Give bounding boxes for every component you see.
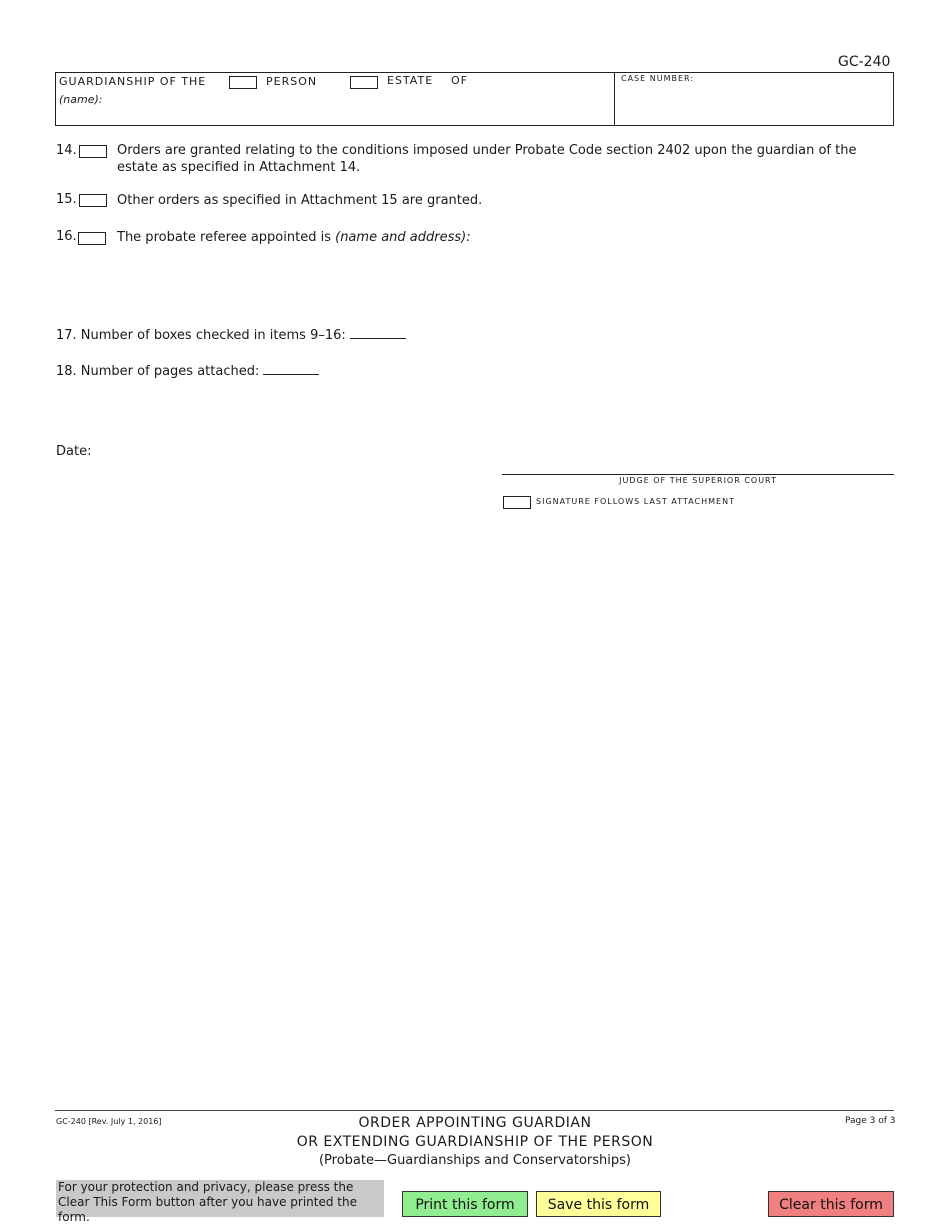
pages-attached-field[interactable] bbox=[263, 362, 319, 375]
guardianship-of-the-label: GUARDIANSHIP OF THE bbox=[59, 75, 207, 88]
case-number-label: CASE NUMBER: bbox=[621, 74, 695, 83]
page-info: Page 3 of 3 bbox=[845, 1116, 896, 1126]
name-label: (name): bbox=[59, 93, 103, 106]
estate-label: ESTATE bbox=[387, 74, 434, 87]
person-label: PERSON bbox=[266, 75, 318, 88]
judge-caption: JUDGE OF THE SUPERIOR COURT bbox=[619, 476, 777, 485]
item-16-text-italic: (name and address): bbox=[335, 230, 471, 245]
item-18-label: 18. Number of pages attached: bbox=[56, 364, 260, 379]
form-number: GC-240 bbox=[838, 54, 891, 70]
footer-title-line-1: ORDER APPOINTING GUARDIAN bbox=[358, 1115, 592, 1131]
item-16-number: 16. bbox=[56, 229, 77, 244]
item-16-text-main: The probate referee appointed is bbox=[117, 230, 336, 245]
item-16-text bbox=[117, 229, 471, 246]
signature-follows-checkbox[interactable] bbox=[503, 496, 531, 509]
signature-line bbox=[502, 474, 894, 475]
item-14-checkbox[interactable] bbox=[79, 145, 107, 158]
footer-revision: GC-240 [Rev. July 1, 2016] bbox=[56, 1117, 162, 1126]
caption-divider bbox=[614, 72, 615, 126]
item-15-number: 15. bbox=[56, 192, 77, 207]
print-form-button[interactable]: Print this form bbox=[402, 1191, 528, 1217]
save-form-button[interactable]: Save this form bbox=[536, 1191, 661, 1217]
item-17-label: 17. Number of boxes checked in items 9–16: bbox=[56, 328, 346, 343]
probate-referee-field[interactable] bbox=[117, 250, 887, 310]
estate-checkbox[interactable] bbox=[350, 76, 378, 89]
footer-subtitle: (Probate—Guardianships and Conservatorships) bbox=[318, 1153, 631, 1168]
judge-signature-field[interactable] bbox=[502, 440, 894, 473]
footer-title-line-2: OR EXTENDING GUARDIANSHIP OF THE PERSON bbox=[296, 1134, 654, 1150]
person-checkbox[interactable] bbox=[229, 76, 257, 89]
boxes-checked-field[interactable] bbox=[350, 326, 406, 339]
item-16-checkbox[interactable] bbox=[78, 232, 106, 245]
date-field[interactable] bbox=[95, 440, 295, 460]
date-label: Date: bbox=[56, 444, 92, 459]
item-18 bbox=[56, 362, 319, 380]
footer-rule bbox=[55, 1110, 894, 1111]
of-label: OF bbox=[451, 74, 468, 87]
clear-form-button[interactable]: Clear this form bbox=[768, 1191, 894, 1217]
signature-follows-label: SIGNATURE FOLLOWS LAST ATTACHMENT bbox=[536, 497, 735, 506]
item-14-number: 14. bbox=[56, 143, 77, 158]
item-17 bbox=[56, 326, 406, 344]
item-15-checkbox[interactable] bbox=[79, 194, 107, 207]
privacy-notice: For your protection and privacy, please press the Clear This Form button after you have printed the form. bbox=[56, 1180, 384, 1217]
case-number-field[interactable] bbox=[621, 88, 889, 122]
item-15-text: Other orders as specified in Attachment 15 are granted. bbox=[117, 193, 483, 208]
ward-name-field[interactable] bbox=[140, 90, 600, 120]
item-14-text: Orders are granted relating to the conditions imposed under Probate Code section 2402 upon the guardian of the estate as specified in Attachment 14. bbox=[117, 143, 857, 175]
